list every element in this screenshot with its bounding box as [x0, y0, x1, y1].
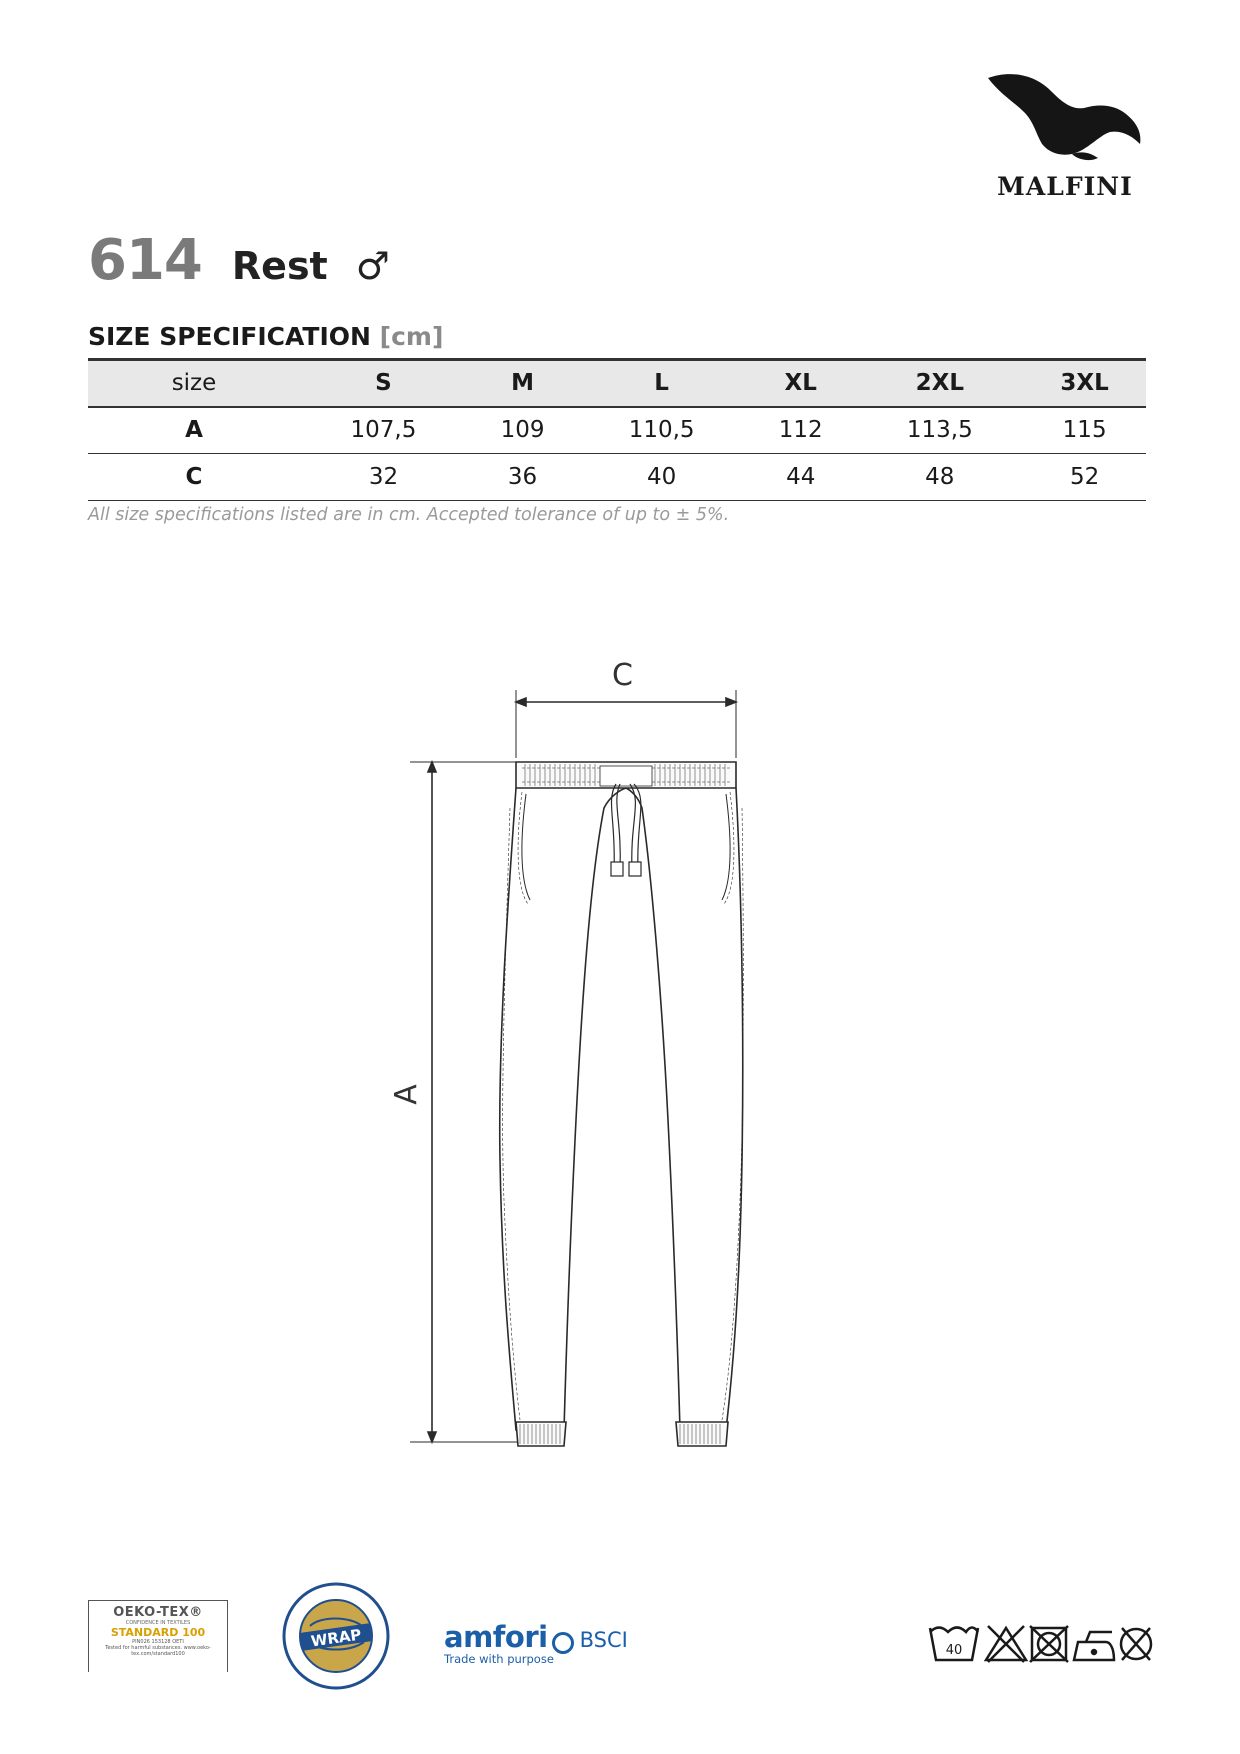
tolerance-note: All size specifications listed are in cm. Accepted tolerance of up to ± 5%.	[88, 505, 730, 525]
column-header: L	[654, 370, 669, 397]
row-label: C	[185, 464, 203, 490]
column-header: 2XL	[915, 370, 964, 397]
dimension-a-label: A	[388, 1084, 424, 1105]
iron-low-icon	[1074, 1632, 1114, 1660]
no-tumble-dry-icon	[1030, 1626, 1068, 1662]
table-row	[88, 407, 1146, 454]
no-bleach-icon	[986, 1626, 1026, 1662]
right-cuff	[676, 1422, 728, 1446]
table-cell: 40	[646, 464, 677, 490]
table-cell: 115	[1062, 417, 1107, 444]
table-cell: 110,5	[628, 417, 695, 444]
oeko-tex-badge	[88, 1600, 228, 1672]
table-header-row	[88, 360, 1146, 407]
column-header: M	[511, 370, 534, 397]
oeko-tex-code: PIN026 153128 OETI	[132, 1639, 184, 1645]
model-number: 614	[88, 228, 202, 293]
bird-logo-icon	[980, 70, 1150, 170]
table-cell: 32	[368, 464, 399, 490]
male-gender-icon: ♂	[355, 244, 390, 288]
left-cuff	[516, 1422, 566, 1446]
model-name: Rest	[231, 244, 328, 288]
table-cell: 107,5	[350, 417, 417, 444]
size-spec-unit: [cm]	[379, 322, 444, 351]
column-header: 3XL	[1060, 370, 1109, 397]
oeko-tex-standard: STANDARD 100	[110, 1626, 206, 1639]
row-label: A	[185, 417, 203, 444]
care-symbols	[928, 1620, 1154, 1672]
certifications-footer	[0, 1580, 1240, 1680]
amfori-brand: amfori	[444, 1620, 548, 1654]
column-header: S	[375, 370, 392, 397]
oeko-tex-subtitle: CONFIDENCE IN TEXTILES	[125, 1620, 191, 1626]
right-leg	[626, 788, 743, 1430]
table-cell: 109	[500, 417, 545, 444]
oeko-tex-note: Tested for harmful substances. www.oeko-tex.com/standard100	[105, 1645, 211, 1657]
size-spec-title: SIZE SPECIFICATION	[88, 322, 371, 351]
size-spec-table	[88, 358, 1146, 501]
left-leg	[500, 788, 626, 1430]
amfori-tagline: Trade with purpose	[444, 1652, 554, 1666]
no-dry-clean-icon	[1121, 1628, 1151, 1660]
table-cell: 48	[925, 464, 955, 490]
table-cell: 36	[507, 464, 538, 490]
pants-technical-drawing	[380, 640, 800, 1460]
size-spec-heading	[88, 322, 443, 351]
dimension-c-line	[516, 690, 736, 758]
wrap-certification-icon	[280, 1580, 392, 1692]
table-cell: 113,5	[906, 417, 973, 444]
oeko-tex-title: OEKO-TEX®	[113, 1605, 203, 1620]
amfori-bsci-logo	[444, 1620, 628, 1680]
column-header: XL	[784, 370, 817, 397]
malfini-logo	[980, 70, 1150, 200]
wash-temp-label: 40	[945, 1643, 963, 1658]
amfori-program: BSCI	[579, 1628, 628, 1652]
table-cell: 52	[1069, 464, 1100, 490]
dimension-c-label: C	[612, 658, 633, 693]
table-cell: 112	[778, 417, 823, 444]
wash-40-icon	[930, 1628, 978, 1661]
table-cell: 44	[786, 464, 816, 490]
amfori-circle-icon	[552, 1632, 574, 1654]
brand-wordmark: MALFINI	[997, 172, 1133, 201]
waistband	[516, 762, 736, 788]
column-header: size	[171, 370, 217, 397]
wrap-center-text: WRAP	[309, 1625, 363, 1651]
product-title	[88, 228, 390, 293]
table-row	[88, 454, 1146, 501]
